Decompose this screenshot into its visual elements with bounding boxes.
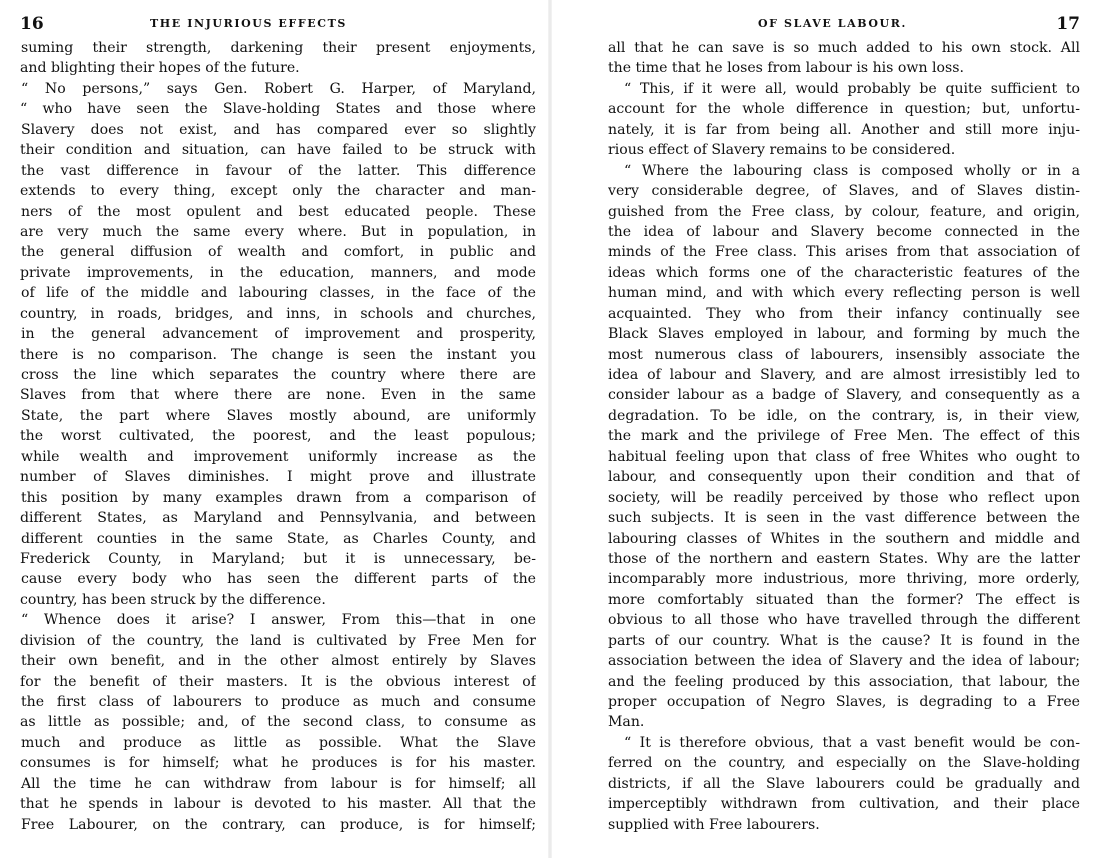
text-line: guished from the Free class, by colour, feature, and origin, — [608, 203, 1080, 220]
text-line: Frederick County, in Maryland; but it is unnecessary, be- — [20, 550, 536, 567]
page-number: 16 — [20, 14, 44, 34]
text-line: “ No persons,” says Gen. Robert G. Harper, of Maryland, — [21, 80, 536, 97]
text-line: labouring classes of Whites in the southern and middle and — [608, 530, 1080, 547]
text-line: Slavery does not exist, and has compared ever so slightly — [21, 121, 536, 138]
text-line: obvious to all those who have travelled through the different — [608, 612, 1080, 629]
text-line: and the feeling produced by this association, that labour, the — [608, 673, 1080, 690]
text-line: cause every body who has seen the different parts of the — [21, 571, 536, 588]
left-page-header — [20, 8, 536, 38]
running-head: THE INJURIOUS EFFECTS — [150, 17, 347, 30]
text-line: for the benefit of their masters. It is the obvious interest of — [20, 673, 536, 690]
text-line: habitual feeling upon that class of free Whites who ought to — [608, 448, 1080, 465]
text-line: “ who have seen the Slave-holding States and those where — [20, 101, 536, 118]
text-line: cross the line which separates the country where there are — [21, 367, 536, 383]
text-line: their condition and situation, can have failed to be struck with — [20, 142, 536, 159]
text-line: private improvements, in the education, manners, and mode — [20, 264, 536, 281]
text-line: number of Slaves diminishes. I might prove and illustrate — [20, 469, 536, 486]
text-line: those of the northern and eastern States. Why are the latter — [608, 550, 1080, 567]
right-page-header — [608, 8, 1080, 38]
text-line: All the time he can withdraw from labour is for himself; all — [21, 775, 536, 792]
text-line: ideas which forms one of the characteristic features of the — [608, 264, 1080, 281]
text-line: nately, it is far from being all. Another and still more inju- — [608, 121, 1080, 138]
text-line: labour, and consequently upon their condition and that of — [608, 469, 1080, 486]
text-line: their own benefit, and in the other almost entirely by Slaves — [21, 653, 536, 670]
text-line: division of the country, the land is cultivated by Free Men for — [20, 632, 536, 649]
text-line: rious effect of Slavery remains to be considered. — [608, 142, 956, 159]
text-line: districts, if all the Slave labourers could be gradually and — [608, 775, 1080, 792]
text-line: account for the whole difference in question; but, unfortu- — [608, 101, 1080, 118]
text-line: suming their strength, darkening their present enjoyments, — [21, 40, 536, 56]
text-line: different counties in the same State, as Charles County, and — [21, 530, 536, 547]
text-line: there is no comparison. The change is seen the instant you — [20, 346, 536, 363]
text-line: Slaves from that where there are none. Even in the same — [20, 387, 536, 404]
text-line: country, has been struck by the difference. — [20, 591, 326, 608]
text-line: the vast difference in favour of the latter. This difference — [21, 162, 536, 179]
text-line: “ It is therefore obvious, that a vast benefit would be con- — [624, 734, 1080, 751]
text-line: human mind, and with which every reflecting person is well — [608, 285, 1080, 302]
text-line: acquainted. They who from their infancy continually see — [608, 305, 1080, 322]
text-line: ners of the most opulent and best educated people. These — [21, 203, 536, 220]
text-line: “ Where the labouring class is composed wholly or in a — [624, 162, 1080, 179]
text-line: more comfortably situated than the former? The effect is — [608, 591, 1080, 608]
text-line: supplied with Free labourers. — [608, 816, 820, 833]
text-line: and blighting their hopes of the future. — [20, 60, 300, 77]
text-line: most numerous class of labourers, insensibly associate the — [608, 346, 1080, 363]
text-line: Man. — [608, 714, 645, 731]
right-page-text — [608, 38, 1080, 835]
text-line: different States, as Maryland and Pennsylvania, and between — [20, 510, 536, 527]
text-line: State, the part where Slaves mostly abound, are uniformly — [21, 407, 536, 424]
text-line: that he spends in labour is devoted to his master. All that the — [20, 796, 536, 813]
text-line: minds of the Free class. This arises from that association of — [608, 244, 1080, 261]
text-line: in the general advancement of improvement and prosperity, — [21, 326, 536, 343]
text-line: idea of labour and Slavery, and are almost irresistibly led to — [608, 367, 1080, 383]
text-line: extends to every thing, except only the character and man- — [20, 183, 536, 200]
text-line: the first class of labourers to produce as much and consume — [21, 694, 536, 710]
text-line: much and produce as little as possible. What the Slave — [21, 734, 536, 751]
text-line: very considerable degree, of Slaves, and of Slaves distin- — [608, 183, 1080, 200]
text-line: consumes is for himself; what he produces is for his master. — [20, 755, 536, 772]
text-line: ferred on the country, and especially on the Slave-holding — [608, 755, 1080, 772]
text-line: proper occupation of Negro Slaves, is degrading to a Free — [608, 694, 1080, 710]
text-line: while wealth and improvement uniformly increase as the — [21, 448, 536, 465]
text-line: all that he can save is so much added to his own stock. All — [608, 40, 1080, 56]
text-line: “ This, if it were all, would probably be quite sufficient to — [624, 80, 1080, 97]
text-line: the general diffusion of wealth and comfort, in public and — [21, 244, 536, 261]
text-line: the mark and the privilege of Free Men. The effect of this — [608, 428, 1080, 445]
page-number: 17 — [1056, 14, 1080, 34]
text-line: the idea of labour and Slavery become connected in the — [608, 223, 1080, 240]
text-line: society, will be readily perceived by those who reflect upon — [608, 489, 1080, 506]
text-line: are very much the same every where. But in population, in — [20, 223, 536, 240]
text-line: imperceptibly withdrawn from cultivation, and their place — [608, 796, 1080, 813]
text-line: the worst cultivated, the poorest, and the least populous; — [20, 428, 536, 445]
running-head: OF SLAVE LABOUR. — [758, 17, 907, 30]
text-line: incomparably more industrious, more thriving, more orderly, — [608, 571, 1080, 588]
text-line: association between the idea of Slavery and the idea of labour; — [608, 653, 1080, 670]
text-line: the time that he loses from labour is his own loss. — [608, 60, 964, 77]
right-page — [550, 0, 1100, 858]
text-line: country, in roads, bridges, and inns, in schools and churches, — [20, 305, 536, 322]
text-line: “ Whence does it arise? I answer, From this—that in one — [21, 612, 536, 629]
text-line: degradation. To be idle, on the contrary, is, in their view, — [608, 407, 1080, 424]
text-line: of life of the middle and labouring classes, in the face of the — [21, 285, 536, 302]
text-line: this position by many examples drawn from a comparison of — [21, 489, 536, 506]
text-line: as little as possible; and, of the second class, to consume as — [20, 714, 536, 731]
text-line: parts of our country. What is the cause? It is found in the — [608, 632, 1080, 649]
text-line: Free Labourer, on the contrary, can produce, is for himself; — [21, 816, 536, 833]
text-line: consider labour as a badge of Slavery, and consequently as a — [608, 387, 1080, 404]
text-line: Black Slaves employed in labour, and forming by much the — [608, 326, 1080, 343]
text-line: such subjects. It is seen in the vast difference between the — [608, 510, 1080, 527]
left-page-text — [20, 38, 536, 835]
